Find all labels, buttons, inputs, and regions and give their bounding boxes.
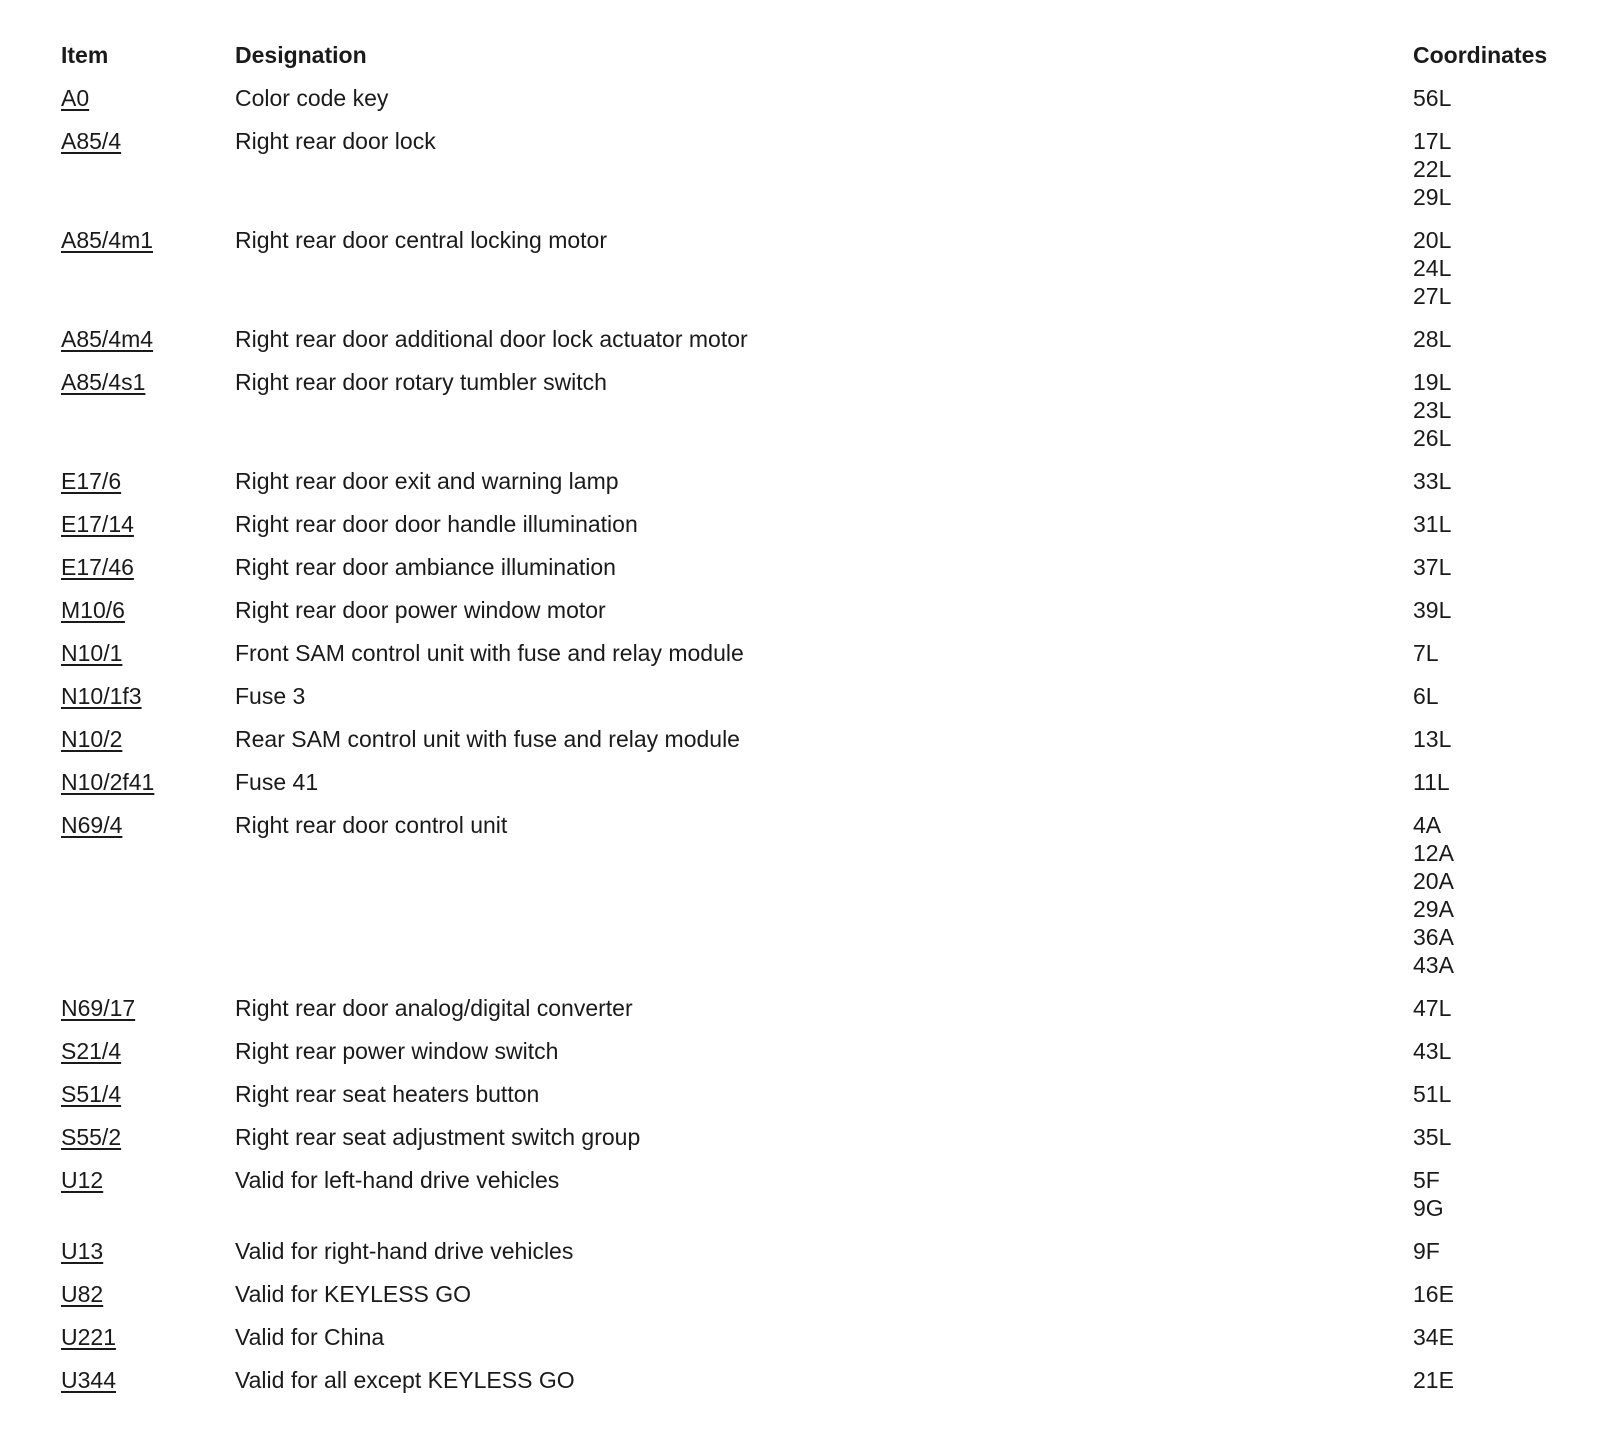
coordinate-value: 6L [1413,683,1439,709]
designation-cell: Fuse 41 [235,769,319,795]
coordinate-value: 56L [1413,85,1452,111]
coordinates-cell [1413,1280,1454,1308]
designation-cell: Color code key [235,85,389,111]
coordinate-value: 5F [1413,1167,1440,1193]
coordinates-cell [1413,811,1454,979]
item-link[interactable]: S51/4 [61,1081,122,1107]
coordinates-cell [1413,467,1451,495]
coordinates-cell [1413,1366,1454,1394]
designation-cell: Right rear power window switch [235,1038,559,1064]
designation-cell: Right rear door ambiance illumination [235,554,616,580]
coordinates-cell [1413,768,1450,796]
coordinate-value: 20L [1413,227,1452,253]
item-link[interactable]: U12 [61,1167,104,1193]
item-link[interactable]: U344 [61,1367,116,1393]
coordinates-cell [1413,1123,1451,1151]
coordinates-cell [1413,510,1451,538]
coordinate-value: 23L [1413,397,1452,423]
designation-cell: Valid for all except KEYLESS GO [235,1367,575,1393]
coordinate-value: 39L [1413,597,1452,623]
designation-cell: Fuse 3 [235,683,306,709]
item-link[interactable]: A0 [61,85,90,111]
item-link[interactable]: S21/4 [61,1038,122,1064]
coordinate-value: 24L [1413,255,1452,281]
coordinate-value: 4A [1413,812,1442,838]
coordinates-cell [1413,1080,1451,1108]
item-link[interactable]: A85/4s1 [61,369,146,395]
item-link[interactable]: A85/4 [61,128,122,154]
coordinate-value: 17L [1413,128,1452,154]
item-link[interactable]: S55/2 [61,1124,122,1150]
item-link[interactable]: E17/6 [61,468,122,494]
designation-cell: Right rear door door handle illumination [235,511,638,537]
designation-cell: Right rear door analog/digital converter [235,995,633,1021]
designation-cell: Valid for right-hand drive vehicles [235,1238,574,1264]
coordinate-value: 35L [1413,1124,1452,1150]
designation-cell: Right rear door power window motor [235,597,606,623]
designation-cell: Right rear door additional door lock actuator motor [235,326,748,352]
header-designation: Designation [235,42,367,68]
designation-cell: Right rear door exit and warning lamp [235,468,619,494]
item-link[interactable]: A85/4m4 [61,326,154,352]
item-link[interactable]: E17/14 [61,511,134,537]
coordinate-value: 19L [1413,369,1452,395]
designation-cell: Right rear door lock [235,128,436,154]
coordinate-value: 26L [1413,425,1452,451]
coordinates-cell [1413,127,1451,211]
coordinate-value: 34E [1413,1324,1454,1350]
coordinate-value: 20A [1413,868,1454,894]
coordinates-cell [1413,1166,1444,1222]
item-link[interactable]: U82 [61,1281,104,1307]
coordinate-value: 22L [1413,156,1452,182]
coordinate-value: 27L [1413,283,1452,309]
item-link[interactable]: A85/4m1 [61,227,154,253]
coordinate-value: 12A [1413,840,1454,866]
coordinate-value: 11L [1413,769,1450,795]
item-link[interactable]: N10/2f41 [61,769,155,795]
coordinates-cell [1413,994,1451,1022]
designation-cell: Valid for KEYLESS GO [235,1281,472,1307]
coordinates-cell [1413,368,1451,452]
coordinates-cell [1413,226,1451,310]
coordinate-value: 9F [1413,1238,1440,1264]
coordinate-value: 13L [1413,726,1452,752]
item-link[interactable]: N10/2 [61,726,123,752]
designation-cell: Right rear seat heaters button [235,1081,540,1107]
coordinate-value: 51L [1413,1081,1452,1107]
coordinates-cell [1413,1323,1454,1351]
item-link[interactable]: U221 [61,1324,116,1350]
item-link[interactable]: N69/17 [61,995,136,1021]
item-link[interactable]: N10/1f3 [61,683,142,709]
designation-cell: Valid for left-hand drive vehicles [235,1167,560,1193]
coordinates-cell [1413,84,1451,112]
coordinate-value: 9G [1413,1195,1444,1221]
header-item: Item [61,42,109,68]
designation-cell: Right rear seat adjustment switch group [235,1124,641,1150]
coordinates-cell [1413,1037,1451,1065]
coordinates-cell [1413,1237,1440,1265]
coordinate-value: 7L [1413,640,1439,666]
coordinate-value: 43A [1413,952,1454,978]
coordinate-value: 29A [1413,896,1454,922]
coordinates-cell [1413,553,1451,581]
coordinate-value: 16E [1413,1281,1454,1307]
coordinate-value: 37L [1413,554,1452,580]
coordinates-cell [1413,725,1451,753]
item-link[interactable]: E17/46 [61,554,134,580]
item-link[interactable]: N10/1 [61,640,123,666]
coordinate-value: 47L [1413,995,1452,1021]
coordinate-value: 43L [1413,1038,1452,1064]
header-coordinates: Coordinates [1413,42,1548,68]
item-link[interactable]: M10/6 [61,597,125,623]
coordinate-value: 29L [1413,184,1452,210]
coordinate-value: 21E [1413,1367,1454,1393]
coordinates-cell [1413,596,1451,624]
designation-cell: Right rear door rotary tumbler switch [235,369,607,395]
item-link[interactable]: U13 [61,1238,104,1264]
designation-cell: Front SAM control unit with fuse and relay module [235,640,744,666]
designation-cell: Rear SAM control unit with fuse and relay module [235,726,740,752]
coordinate-value: 36A [1413,924,1454,950]
coordinate-value: 28L [1413,326,1452,352]
coordinates-cell [1413,325,1451,353]
item-link[interactable]: N69/4 [61,812,123,838]
coordinate-value: 33L [1413,468,1452,494]
designation-cell: Valid for China [235,1324,385,1350]
designation-cell: Right rear door control unit [235,812,508,838]
coordinates-cell [1413,639,1439,667]
coordinate-value: 31L [1413,511,1452,537]
designation-cell: Right rear door central locking motor [235,227,607,253]
coordinates-cell [1413,682,1439,710]
